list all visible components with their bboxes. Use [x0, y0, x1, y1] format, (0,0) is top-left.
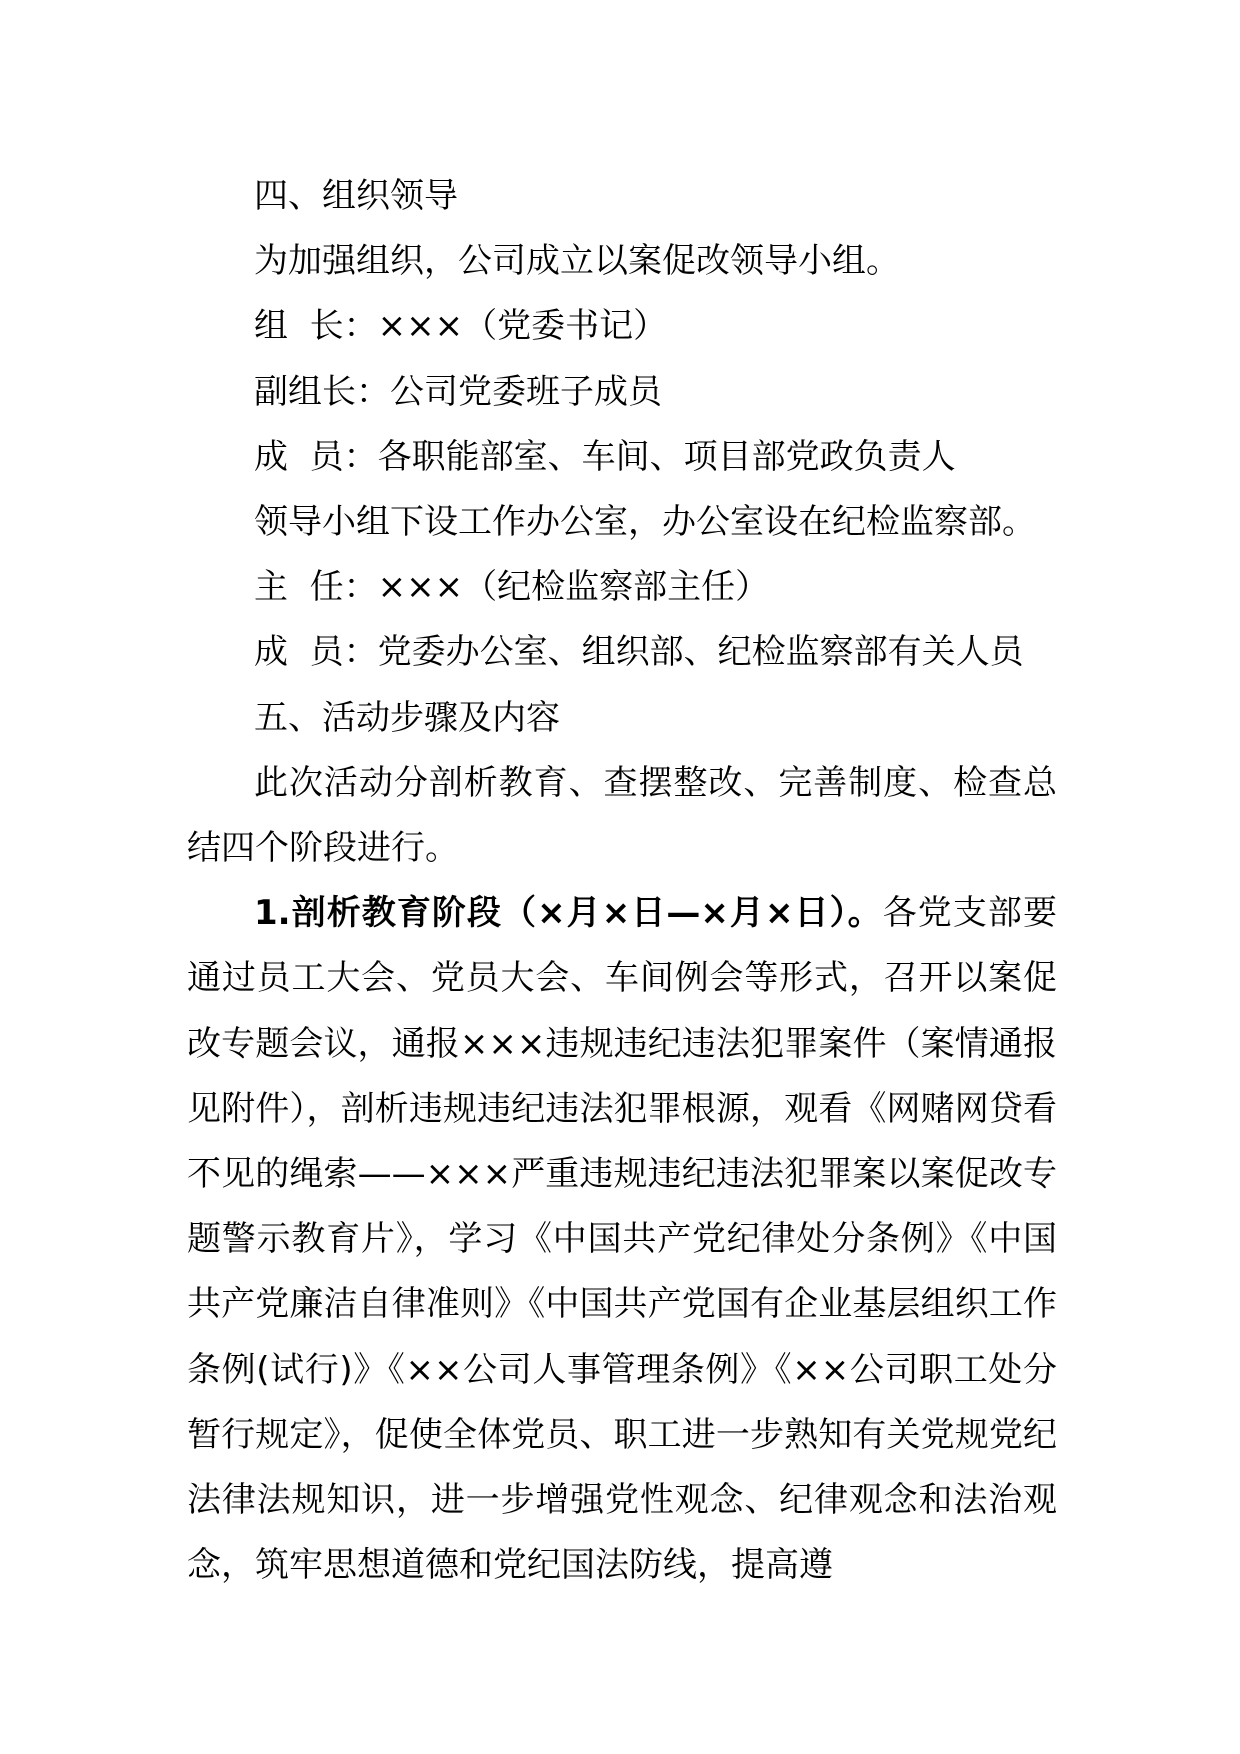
section-heading-organization: 四、组织领导 [254, 176, 458, 216]
members-line: 成 员：各职能部室、车间、项目部党政负责人 [254, 436, 956, 477]
steps-intro-paragraph: 此次活动分剖析教育、查摆整改、完善制度、检查总结四个阶段进行。 [187, 762, 1057, 868]
leader-line: 组 长：×××（党委书记） [254, 306, 668, 347]
stage1-paragraph [187, 881, 1057, 1598]
document-body [187, 164, 1057, 1598]
deputy-leader-line: 副组长：公司党委班子成员 [254, 371, 662, 412]
office-members-line: 成 员：党委办公室、组织部、纪检监察部有关人员 [254, 632, 1024, 673]
paragraph-intro: 为加强组织，公司成立以案促改领导小组。 [254, 241, 900, 282]
stage1-body: 各党支部要通过员工大会、党员大会、车间例会等形式，召开以案促改专题会议，通报×××违规违纪违法犯罪案件（案情通报见附件），剖析违规违纪违法犯罪根源，观看《网赌网贷看不见的绳索——×××严重违规违纪违法犯罪案以案促改专题警示教育片》，学习《中国共产党纪律处分条例》《中国共产党廉洁自律准则》《中国共产党国有企业基层组织工作条例(试行)》《××公司人事管理条例》《××公司职工处分暂行规定》，促使全体党员、职工进一步熟知有关党规党纪法律法规知识，进一步增强党性观念、纪律观念和法治观念，筑牢思想道德和党纪国法防线，提高遵 [187, 893, 1058, 1586]
section-heading-steps: 五、活动步骤及内容 [254, 697, 560, 738]
director-line: 主 任：×××（纪检监察部主任） [254, 567, 770, 608]
stage1-title: 1.剖析教育阶段（×月×日—×月×日）。 [254, 893, 883, 934]
office-line: 领导小组下设工作办公室，办公室设在纪检监察部。 [254, 501, 1036, 542]
